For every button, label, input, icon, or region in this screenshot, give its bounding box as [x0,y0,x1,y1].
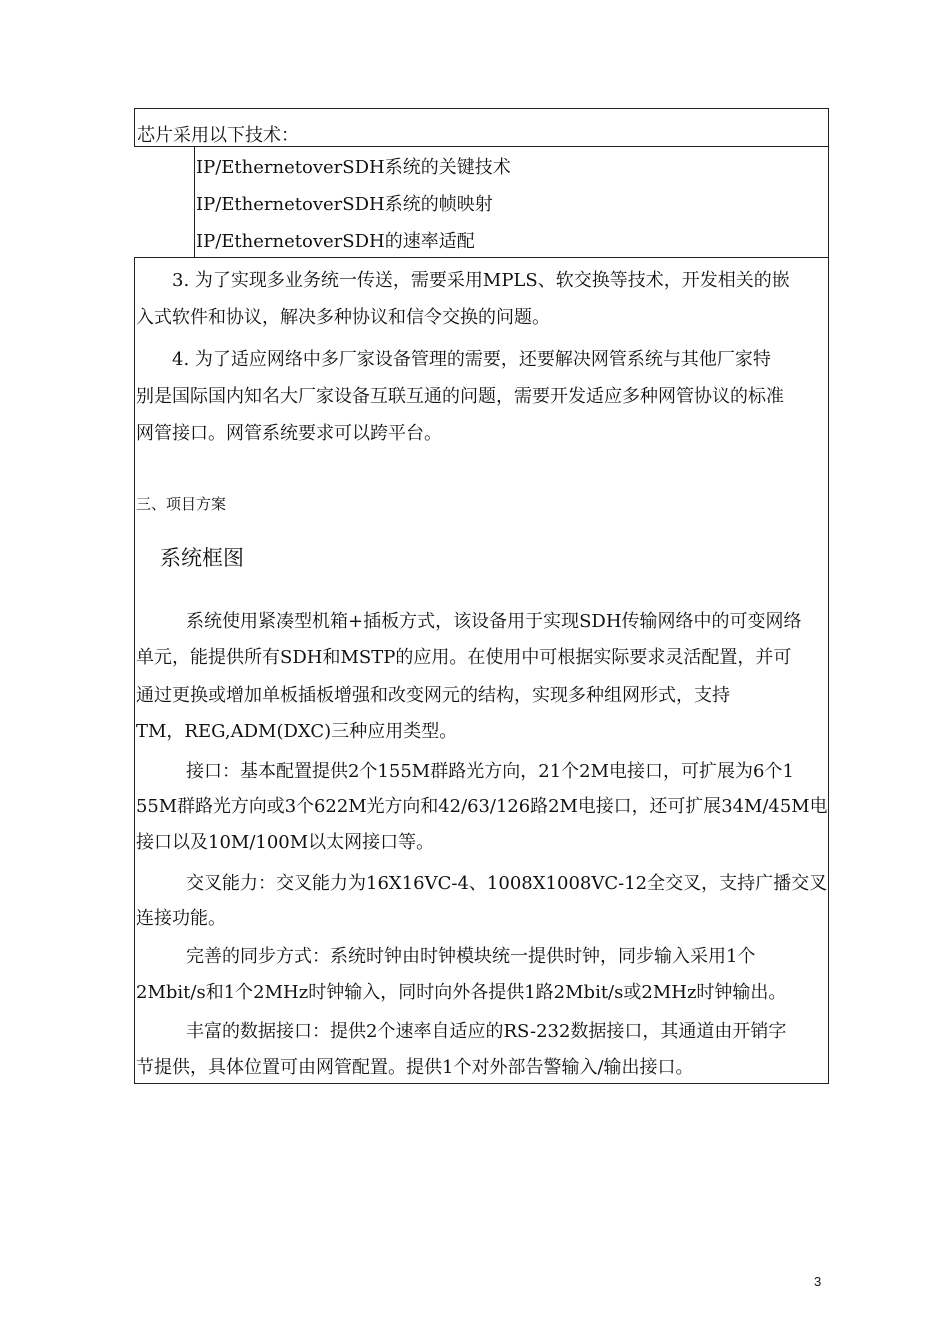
paragraph-4-line: 别是国际国内知名大厂家设备互联互通的问题，需要开发适应多种网管协议的标准 [136,386,784,407]
table-header-row [134,108,829,147]
section-label: 三、项目方案 [136,495,227,513]
body-line: 丰富的数据接口：提供2个速率自适应的RS-232数据接口，其通道由开销字 [186,1021,787,1042]
page-number: 3 [814,1274,822,1289]
body-line: 2Mbit/s和1个2MHz时钟输入，同时向外各提供1路2Mbit/s或2MHz时钟输出。 [136,982,787,1003]
body-line: 接口：基本配置提供2个155M群路光方向，21个2M电接口，可扩展为6个1 [186,761,794,782]
list-item: IP/EthernetoverSDH的速率适配 [196,231,475,252]
body-line: 交叉能力：交叉能力为16X16VC-4、1008X1008VC-12全交叉，支持广播交叉 [186,873,828,894]
paragraph-3-line: 3. 为了实现多业务统一传送，需要采用MPLS、软交换等技术，开发相关的嵌 [172,270,790,291]
paragraph-3-line: 入式软件和协议，解决多种协议和信令交换的问题。 [136,307,550,328]
body-line: 55M群路光方向或3个622M光方向和42/63/126路2M电接口，还可扩展34M/45M电 [136,796,828,817]
body-line: 通过更换或增加单板插板增强和改变网元的结构，实现多种组网形式，支持 [136,685,730,706]
body-line: 完善的同步方式：系统时钟由时钟模块统一提供时钟，同步输入采用1个 [186,946,756,967]
body-line: 连接功能。 [136,908,226,929]
body-line: TM，REG,ADM(DXC)三种应用类型。 [136,721,458,742]
body-line: 单元，能提供所有SDH和MSTP的应用。在使用中可根据实际要求灵活配置，并可 [136,647,792,668]
paragraph-4-line: 4. 为了适应网络中多厂家设备管理的需要，还要解决网管系统与其他厂家特 [172,349,771,370]
body-line: 接口以及10M/100M以太网接口等。 [136,832,435,853]
header-row-text: 芯片采用以下技术： [137,125,299,146]
section-heading: 系统框图 [160,546,244,570]
list-item: IP/EthernetoverSDH系统的关键技术 [196,157,511,178]
body-line: 系统使用紧凑型机箱+插板方式，该设备用于实现SDH传输网络中的可变网络 [186,611,802,632]
body-line: 节提供，具体位置可由网管配置。提供1个对外部告警输入/输出接口。 [136,1057,694,1078]
paragraph-4-line: 网管接口。网管系统要求可以跨平台。 [136,423,442,444]
list-item: IP/EthernetoverSDH系统的帧映射 [196,194,493,215]
